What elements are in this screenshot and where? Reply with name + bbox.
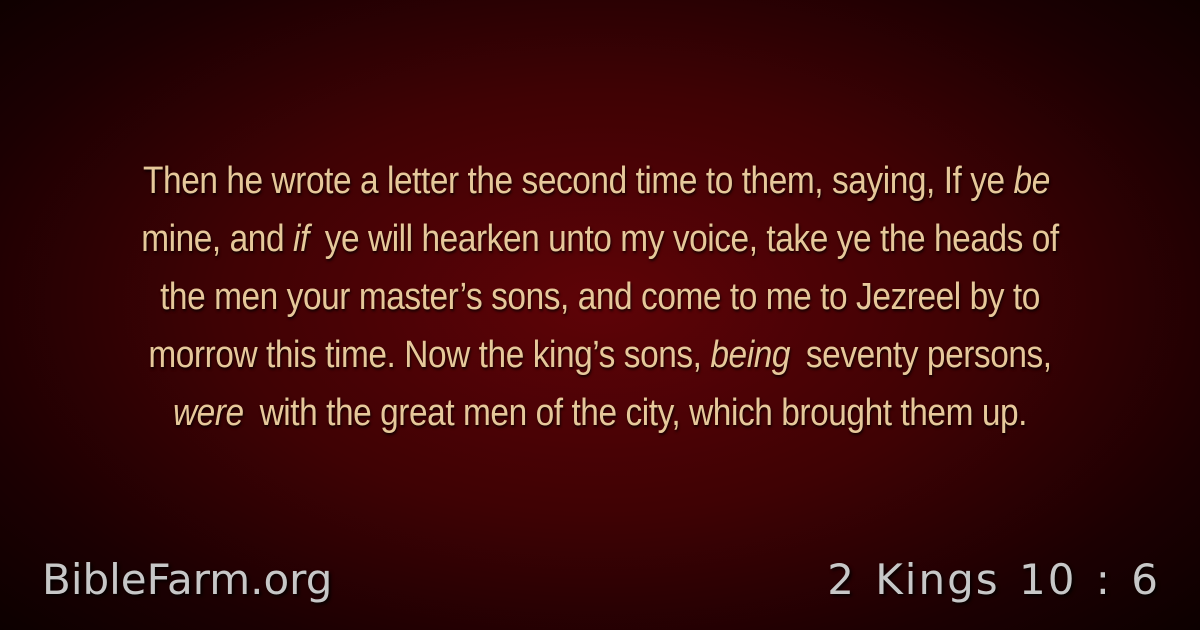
verse-line-1 (107, 152, 1093, 210)
verse-line-5 (107, 384, 1093, 442)
verse-segment: ye will hearken unto my voice, take ye the heads of (315, 218, 1059, 260)
verse-line-3 (107, 268, 1093, 326)
verse-segment: Then he wrote a letter the second time to them, saying, If ye (143, 160, 1014, 202)
verse-text (107, 152, 1093, 442)
verse-segment: with the great men of the city, which brought them up. (250, 392, 1028, 434)
verse-italic-word: were (172, 392, 244, 434)
verse-line-4 (107, 326, 1093, 384)
verse-italic-word: being (710, 334, 791, 376)
site-name: BibleFarm.org (42, 555, 333, 604)
verse-italic-word: if (292, 218, 309, 260)
verse-segment: seventy persons, (797, 334, 1052, 376)
verse-reference: 2 Kings 10 : 6 (827, 555, 1160, 604)
verse-segment: mine, and (141, 218, 293, 260)
verse-line-2 (107, 210, 1093, 268)
verse-italic-word: be (1013, 160, 1050, 202)
verse-segment: morrow this time. Now the king’s sons, (148, 334, 711, 376)
verse-segment: the men your master’s sons, and come to me to Jezreel by to (160, 276, 1040, 318)
